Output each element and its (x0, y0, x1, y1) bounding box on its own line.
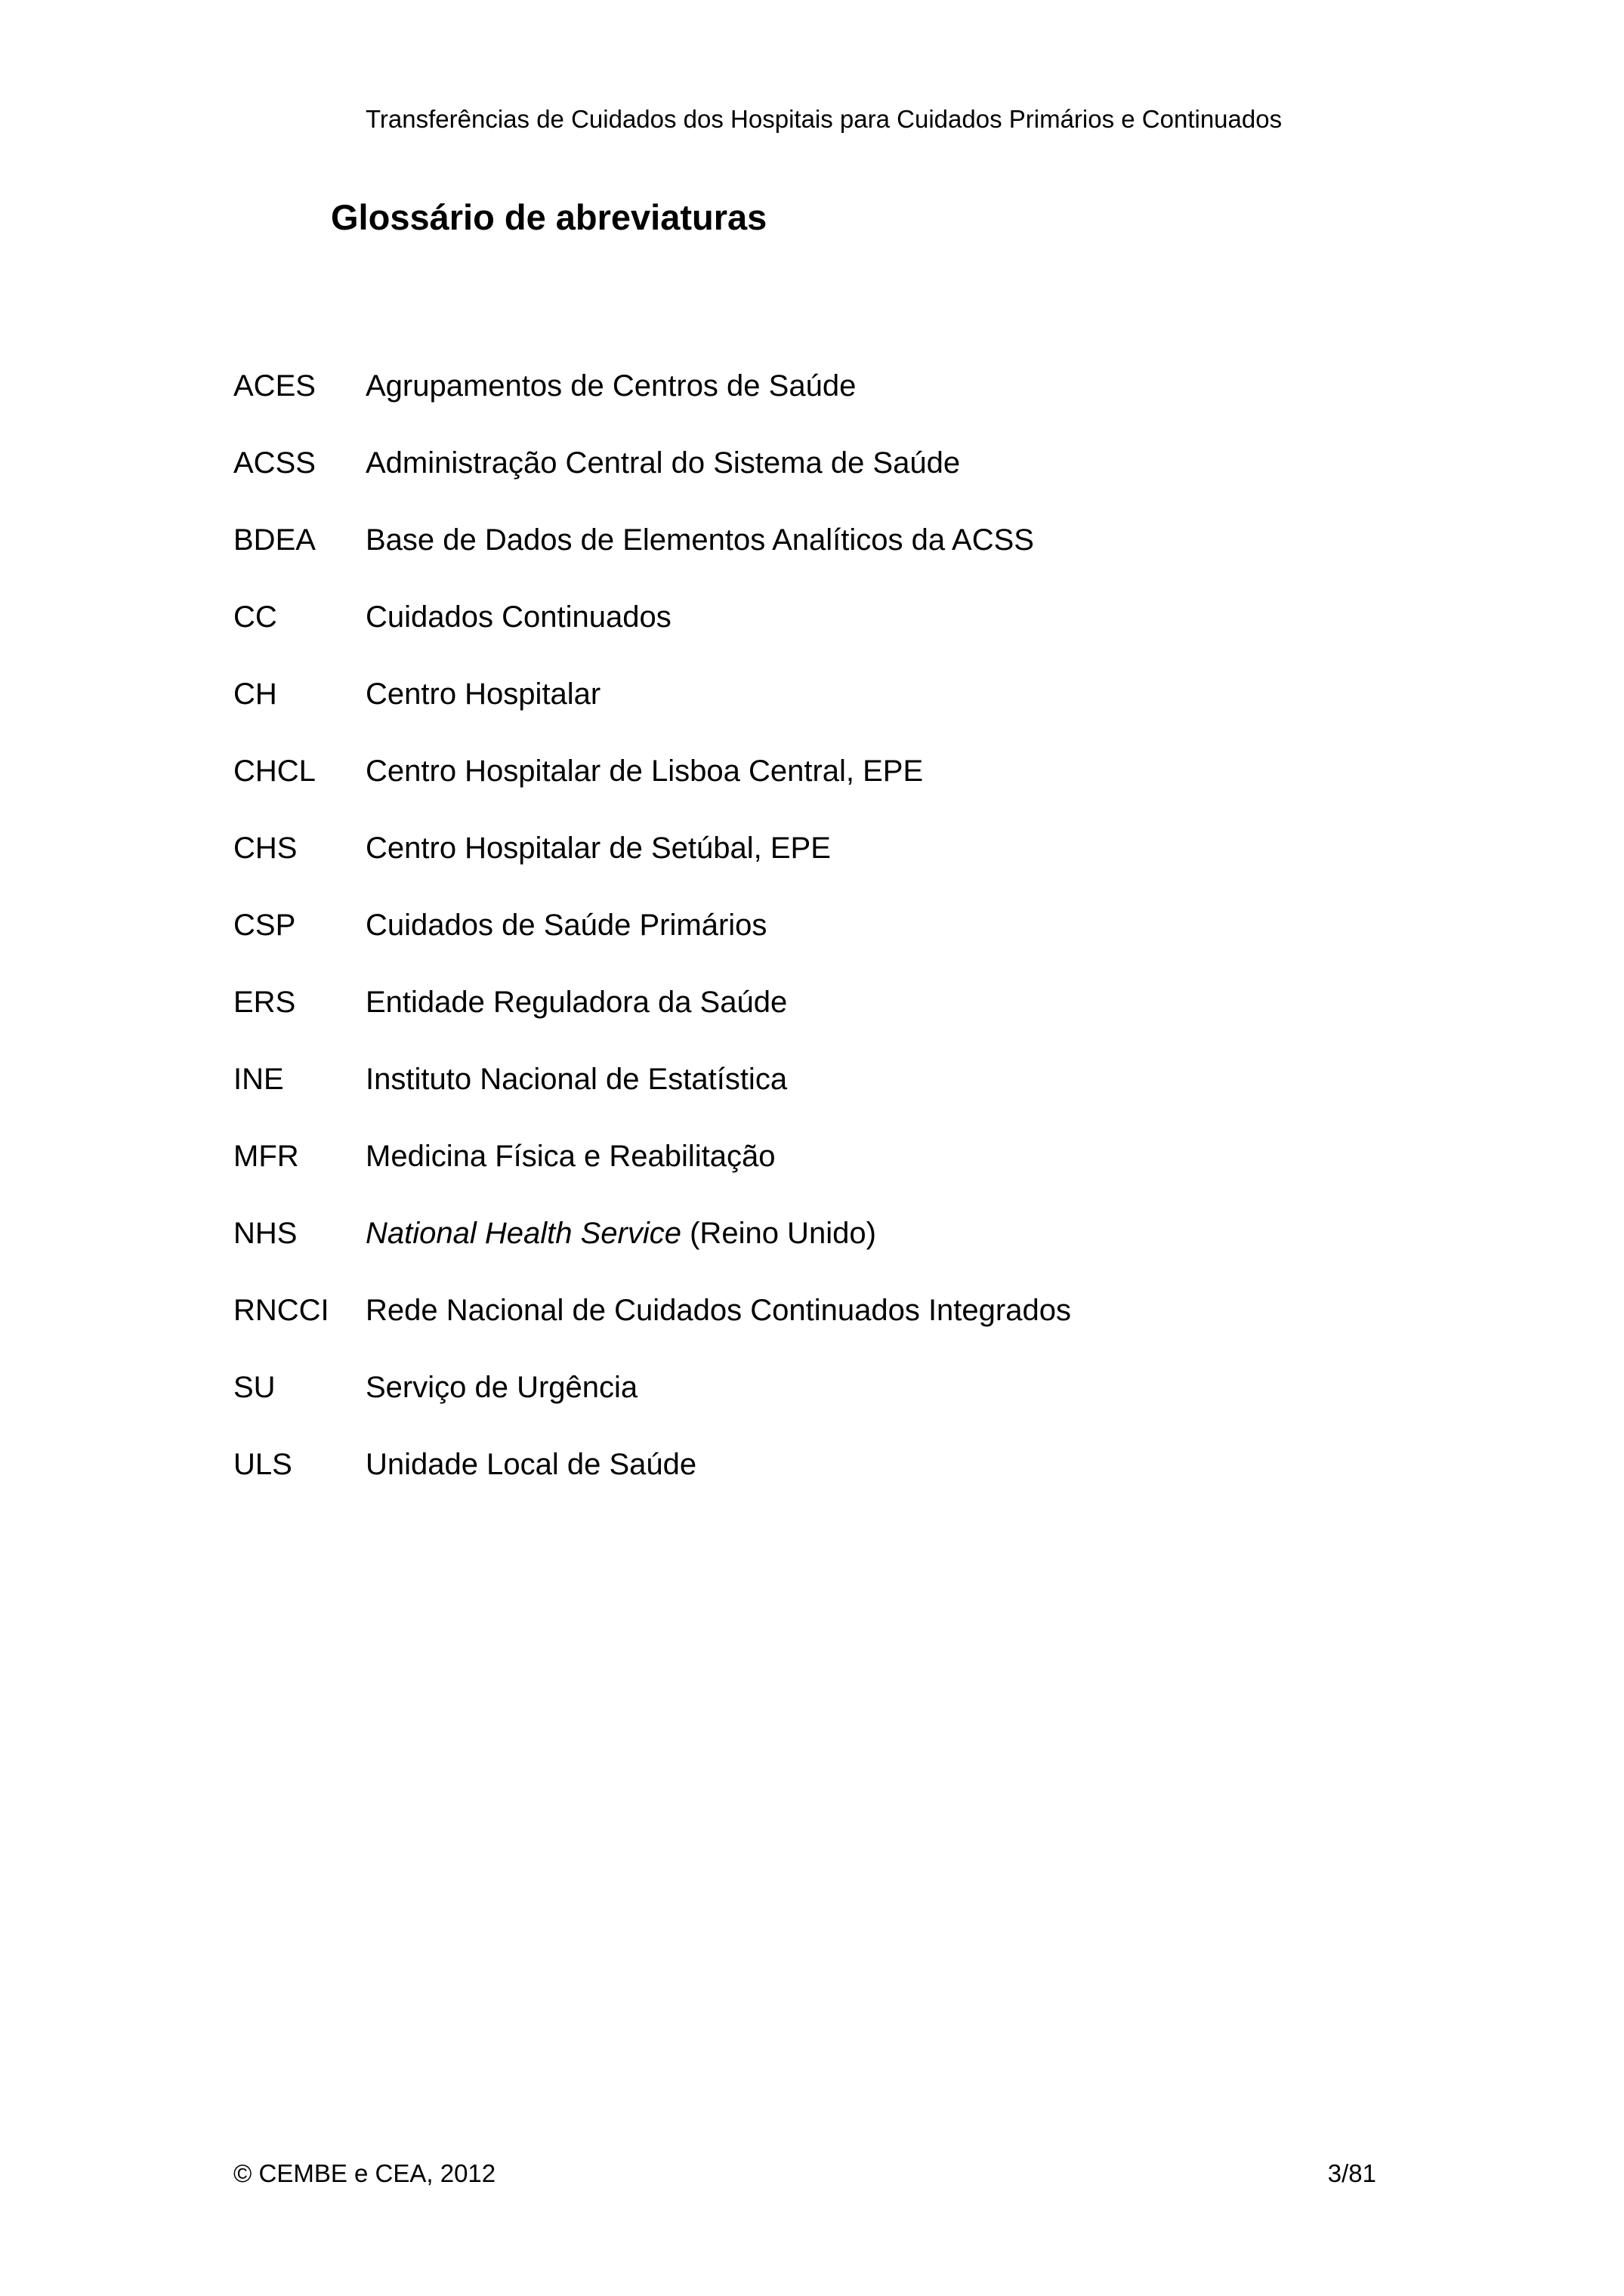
glossary-row-uls (233, 1426, 1442, 1503)
glossary-definition: Cuidados Continuados (366, 600, 672, 634)
glossary-row-bdea (233, 501, 1442, 579)
glossary-definition: Medicina Física e Reabilitação (366, 1140, 776, 1173)
glossary-abbreviation: MFR (233, 1140, 299, 1173)
glossary-abbreviation: RNCCI (233, 1294, 329, 1327)
glossary-row-mfr (233, 1118, 1442, 1195)
glossary-abbreviation: ULS (233, 1448, 292, 1481)
glossary-row-acss (233, 424, 1442, 501)
glossary-row-nhs (233, 1195, 1442, 1272)
glossary-abbreviation: CHS (233, 832, 298, 865)
glossary-row-cc (233, 579, 1442, 656)
glossary-row-chcl (233, 733, 1442, 810)
glossary-definition: Entidade Reguladora da Saúde (366, 986, 788, 1019)
glossary-definition-rest: (Reino Unido) (681, 1217, 876, 1250)
glossary-row-su (233, 1349, 1442, 1426)
glossary-definition: Centro Hospitalar de Lisboa Central, EPE (366, 755, 924, 788)
glossary-abbreviation: BDEA (233, 523, 316, 557)
glossary-abbreviation: INE (233, 1063, 284, 1096)
footer-copyright: © CEMBE e CEA, 2012 (233, 2159, 496, 2187)
glossary-abbreviation: ACES (233, 369, 316, 403)
glossary-row-ers (233, 964, 1442, 1041)
glossary-row-csp (233, 887, 1442, 964)
glossary-abbreviation: SU (233, 1371, 276, 1404)
glossary-list (233, 347, 1442, 1503)
glossary-abbreviation: NHS (233, 1217, 298, 1250)
glossary-definition: Base de Dados de Elementos Analíticos da ACSS (366, 523, 1034, 557)
glossary-definition (366, 1218, 1442, 1248)
glossary-row-ch (233, 656, 1442, 733)
glossary-abbreviation: CH (233, 677, 277, 711)
glossary-definition: Centro Hospitalar de Setúbal, EPE (366, 832, 831, 865)
glossary-definition: Serviço de Urgência (366, 1371, 638, 1404)
glossary-abbreviation: CC (233, 600, 277, 634)
glossary-definition: Administração Central do Sistema de Saúde (366, 446, 961, 480)
glossary-row-chs (233, 810, 1442, 887)
glossary-definition: Instituto Nacional de Estatística (366, 1063, 788, 1096)
glossary-definition: Unidade Local de Saúde (366, 1448, 697, 1481)
glossary-abbreviation: CSP (233, 909, 296, 942)
glossary-definition: Cuidados de Saúde Primários (366, 909, 767, 942)
glossary-definition-italic: National Health Service (366, 1217, 681, 1250)
page-title: Glossário de abreviaturas (331, 197, 767, 237)
glossary-definition: Agrupamentos de Centros de Saúde (366, 369, 857, 403)
glossary-definition: Centro Hospitalar (366, 677, 601, 711)
glossary-abbreviation: ACSS (233, 446, 316, 480)
glossary-abbreviation: CHCL (233, 755, 316, 788)
glossary-abbreviation: ERS (233, 986, 296, 1019)
glossary-definition: Rede Nacional de Cuidados Continuados Integrados (366, 1294, 1071, 1327)
glossary-row-rncci (233, 1272, 1442, 1349)
running-header: Transferências de Cuidados dos Hospitais para Cuidados Primários e Continuados (366, 105, 1283, 133)
glossary-row-ine (233, 1041, 1442, 1118)
glossary-row-aces (233, 347, 1442, 424)
footer-page-number: 3/81 (1327, 2159, 1376, 2187)
